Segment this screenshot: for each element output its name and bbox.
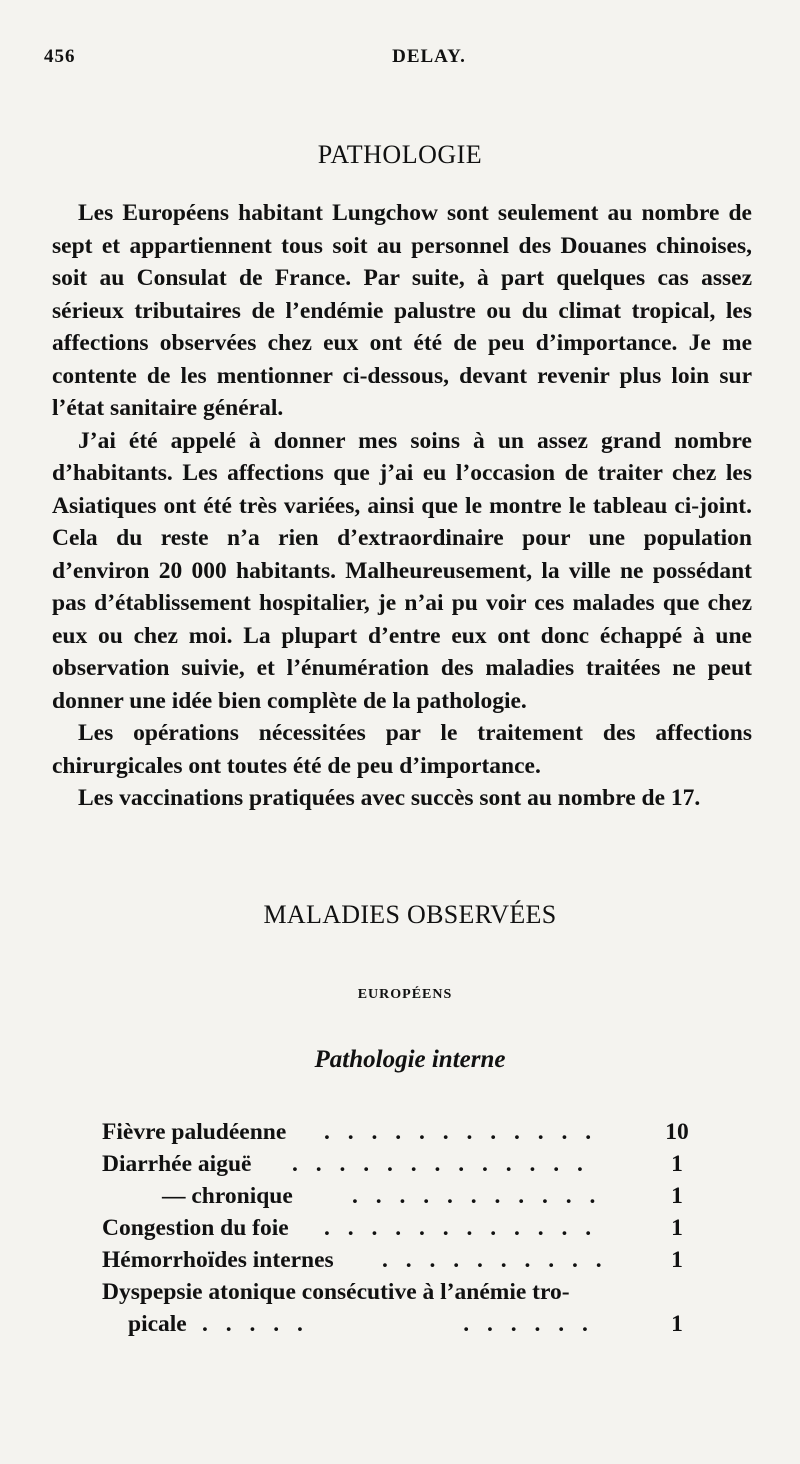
table-row — [102, 1116, 692, 1148]
subgroup-title: Pathologie interne — [314, 1046, 506, 1073]
row-label: Fièvre paludéenne — [102, 1119, 287, 1145]
group-title: EUROPÉENS — [357, 987, 453, 1002]
table-title: MALADIES OBSERVÉES — [263, 900, 557, 929]
row-value: 1 — [671, 1215, 683, 1241]
body-text — [52, 197, 752, 815]
table-row — [102, 1308, 692, 1340]
paragraph: Les Européens habitant Lungchow sont seulement au nombre de sept et appartiennent tous soit au personnel des Douanes chinoises, soit au Consulat de France. Par suite, à part quelques cas assez sérieux tributaires de l’endémie palustre ou du climat tropical, les affections observées chez eux ont été de peu d’importance. Je me contente de les mentionner ci-dessous, devant revenir plus loin sur l’état sanitaire général. — [52, 200, 752, 421]
dot-leader: . . . . . . . . . . . — [352, 1183, 602, 1209]
row-label: Congestion du foie — [102, 1215, 289, 1241]
section-title: PATHOLOGIE — [317, 140, 483, 169]
row-value: 1 — [671, 1183, 683, 1209]
paragraph: J’ai été appelé à donner mes soins à un assez grand nombre d’habitants. Les affections que j’ai eu l’occasion de traiter chez les Asiatiques ont été très variées, ainsi que le montre le tableau ci-joint. Cela du reste n’a rien d’extraordinaire pour une population d’environ 20 000 habitants. Malheureusement, la ville ne possédant pas d’établissement hospitalier, je n’ai pu voir ces malades que chez eux ou chez moi. La plupart d’entre eux ont donc échappé à une observation suivie, et l’énumération des maladies traitées ne peut donner une idée bien complète de la pathologie. — [52, 427, 752, 714]
row-label: Diarrhée aiguë — [102, 1151, 252, 1177]
table-row — [102, 1148, 692, 1180]
table-row — [102, 1212, 692, 1244]
dot-leader: . . . . . . . . . . . . — [324, 1215, 598, 1241]
dot-leader: . . . . . . . . . . — [382, 1247, 608, 1273]
table-row — [102, 1244, 692, 1276]
disease-list — [102, 1116, 692, 1340]
row-label: picale — [128, 1311, 187, 1337]
table-row — [102, 1276, 692, 1308]
dot-leader: . . . . . . . . . . . . — [324, 1119, 598, 1145]
dot-leader: . . . . . . . . . . . — [202, 1311, 594, 1337]
row-value: 1 — [671, 1247, 683, 1273]
paragraph: Les opérations nécessitées par le traitement des affections chirurgicales ont toutes été de peu d’importance. — [52, 720, 752, 779]
row-value: 10 — [665, 1119, 689, 1145]
row-value: 1 — [671, 1311, 683, 1337]
table-row — [102, 1180, 692, 1212]
row-label: Dyspepsie atonique consécutive à l’anémie tro- — [102, 1279, 570, 1305]
dot-leader: . . . . . . . . . . . . . — [292, 1151, 589, 1177]
paragraph: Les vaccinations pratiquées avec succès sont au nombre de 17. — [78, 785, 701, 811]
row-label: — chronique — [162, 1183, 293, 1209]
running-head — [44, 46, 774, 76]
page-number: 456 — [44, 46, 76, 67]
row-label: Hémorrhoïdes internes — [102, 1247, 334, 1273]
running-head-author: DELAY. — [392, 46, 466, 67]
row-value: 1 — [671, 1151, 683, 1177]
